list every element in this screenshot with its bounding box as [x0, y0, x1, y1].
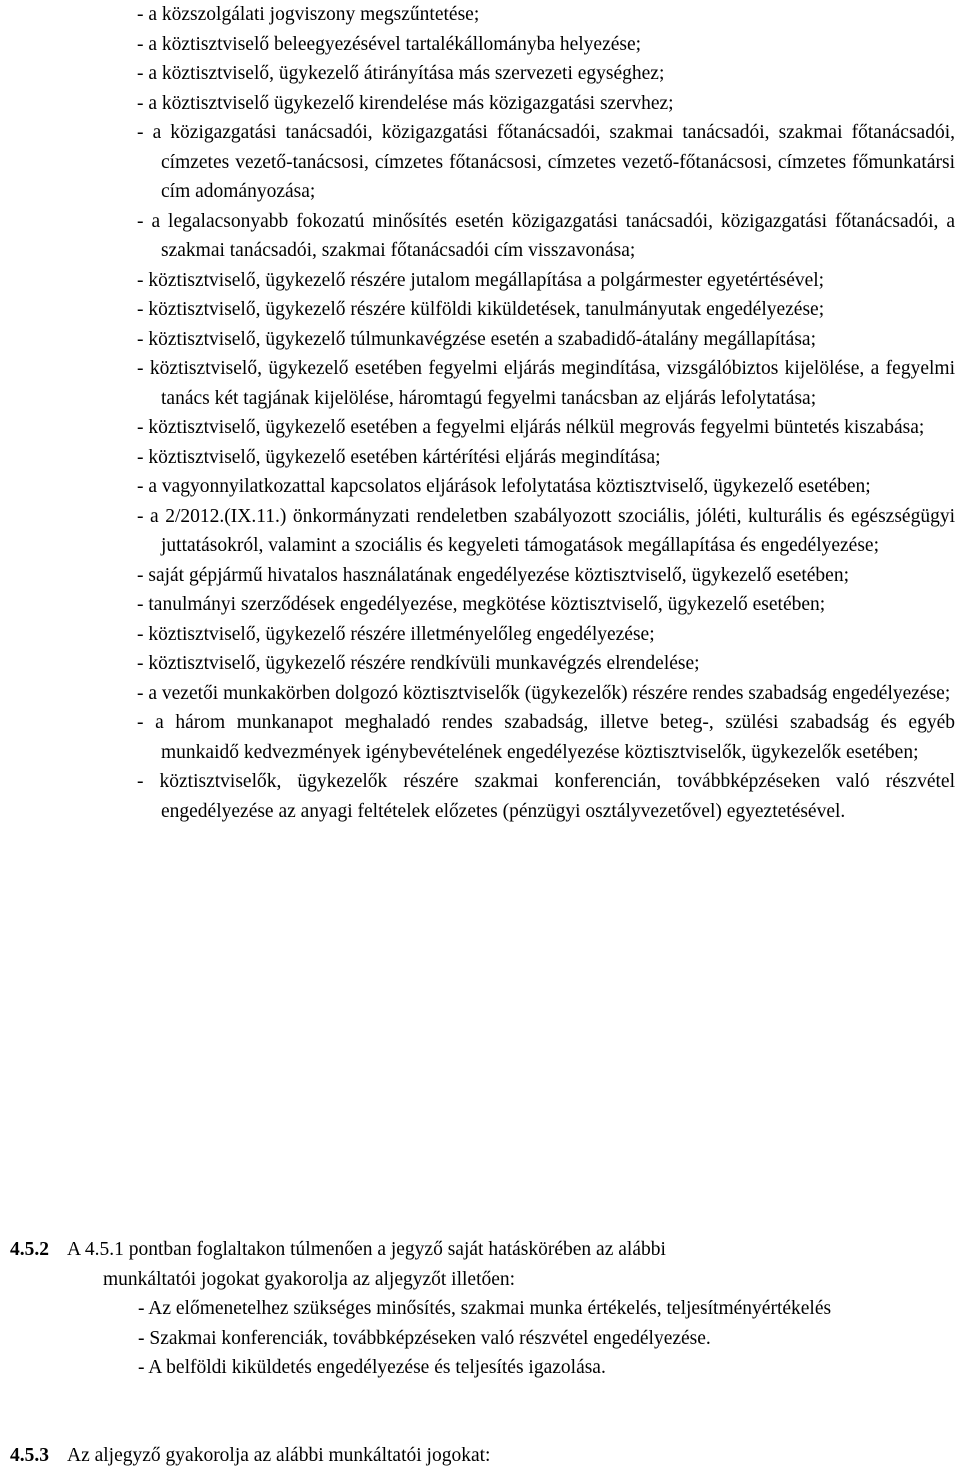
list-item: - köztisztviselő, ügykezelő esetében fegyelmi eljárás megindítása, vizsgálóbiztos kijelölése, a fegyelmi tanács két tagjának kijelölése, háromtagú fegyelmi tanácsban az eljárás lefolytatása;: [137, 358, 955, 409]
section-text-continuation: munkáltatói jogokat gyakorolja az aljegyzőt illetően:: [103, 1268, 516, 1290]
section-4-5-3: [0, 1441, 955, 1471]
employer-rights-list: [137, 0, 955, 826]
list-item: - köztisztviselő, ügykezelő esetében kártérítési eljárás megindítása;: [137, 446, 661, 468]
section-number: 4.5.3: [10, 1445, 49, 1466]
list-item: - a köztisztviselő ügykezelő kirendelése más közigazgatási szervhez;: [137, 92, 674, 114]
list-item: - a három munkanapot meghaladó rendes szabadság, illetve beteg-, szülési szabadság és egyéb munkaidő kedvezmények igénybevételének engedélyezése köztisztviselők, ügykezelők esetében;: [137, 712, 955, 763]
section-heading-line: [0, 1441, 955, 1471]
list-item: - tanulmányi szerződések engedélyezése, megkötése köztisztviselő, ügykezelő esetében;: [137, 594, 826, 615]
list-item: - saját gépjármű hivatalos használatának engedélyezése köztisztviselő, ügykezelő esetében;: [137, 564, 849, 586]
section-heading-line: [0, 1235, 955, 1265]
section-text: A 4.5.1 pontban foglaltakon túlmenően a jegyző saját hatáskörében az alábbi: [67, 1239, 666, 1260]
list-item: - köztisztviselő, ügykezelő részére illetményelőleg engedélyezése;: [137, 623, 655, 645]
section-text: Az aljegyző gyakorolja az alábbi munkáltatói jogokat:: [67, 1445, 491, 1466]
list-item: - köztisztviselő, ügykezelő részére jutalom megállapítása a polgármester egyetértésével;: [137, 269, 825, 291]
list-item: - Szakmai konferenciák, továbbképzéseken való részvétel engedélyezése.: [138, 1327, 711, 1349]
list-item: - köztisztviselő, ügykezelő túlmunkavégzése esetén a szabadidő-átalány megállapítása;: [137, 328, 816, 350]
deputy-rights-list: [138, 1294, 955, 1383]
list-item: - a legalacsonyabb fokozatú minősítés esetén közigazgatási tanácsadói, közigazgatási főtanácsadói, a szakmai tanácsadói, szakmai főtanácsadói cím visszavonása;: [137, 210, 955, 261]
list-item: - a köztisztviselő beleegyezésével tartalékállományba helyezése;: [137, 33, 642, 55]
list-item: - a vagyonnyilatkozattal kapcsolatos eljárások lefolytatása köztisztviselő, ügykezelő esetében;: [137, 476, 871, 497]
list-item: - a közszolgálati jogviszony megszűntetése;: [137, 4, 480, 25]
list-item: - a közigazgatási tanácsadói, közigazgatási főtanácsadói, szakmai tanácsadói, szakmai főtanácsadói, címzetes vezető-tanácsosi, címzetes főtanácsosi, címzetes vezető-főtanácsosi, címzetes főmunkatársi cím adományozása;: [137, 122, 955, 202]
section-number: 4.5.2: [10, 1239, 49, 1260]
list-item: - A belföldi kiküldetés engedélyezése és teljesítés igazolása.: [138, 1357, 606, 1378]
list-item: - Az előmenetelhez szükséges minősítés, szakmai munka értékelés, teljesítményértékelés: [138, 1298, 832, 1319]
list-item: - a 2/2012.(IX.11.) önkormányzati rendeletben szabályozott szociális, jóléti, kulturális és egészségügyi juttatásokról, valamint a szociális és kegyeleti támogatások megállapítása és engedélyezése;: [137, 505, 955, 556]
list-item: - köztisztviselő, ügykezelő részére rendkívüli munkavégzés elrendelése;: [137, 653, 700, 674]
section-4-5-2: [0, 1235, 955, 1383]
list-item: - köztisztviselő, ügykezelő esetében a fegyelmi eljárás nélkül megrovás fegyelmi büntetés kiszabása;: [137, 417, 925, 438]
list-item: - köztisztviselő, ügykezelő részére külföldi kiküldetések, tanulmányutak engedélyezése;: [137, 299, 825, 320]
list-item: - a köztisztviselő, ügykezelő átirányítása más szervezeti egységhez;: [137, 63, 665, 84]
list-item: - a vezetői munkakörben dolgozó köztisztviselők (ügykezelők) részére rendes szabadság engedélyezése;: [137, 682, 951, 704]
list-item: - köztisztviselők, ügykezelők részére szakmai konferencián, továbbképzéseken való részvétel engedélyezése az anyagi feltételek előzetes (pénzügyi osztályvezetővel) egyeztetésével.: [137, 771, 955, 822]
